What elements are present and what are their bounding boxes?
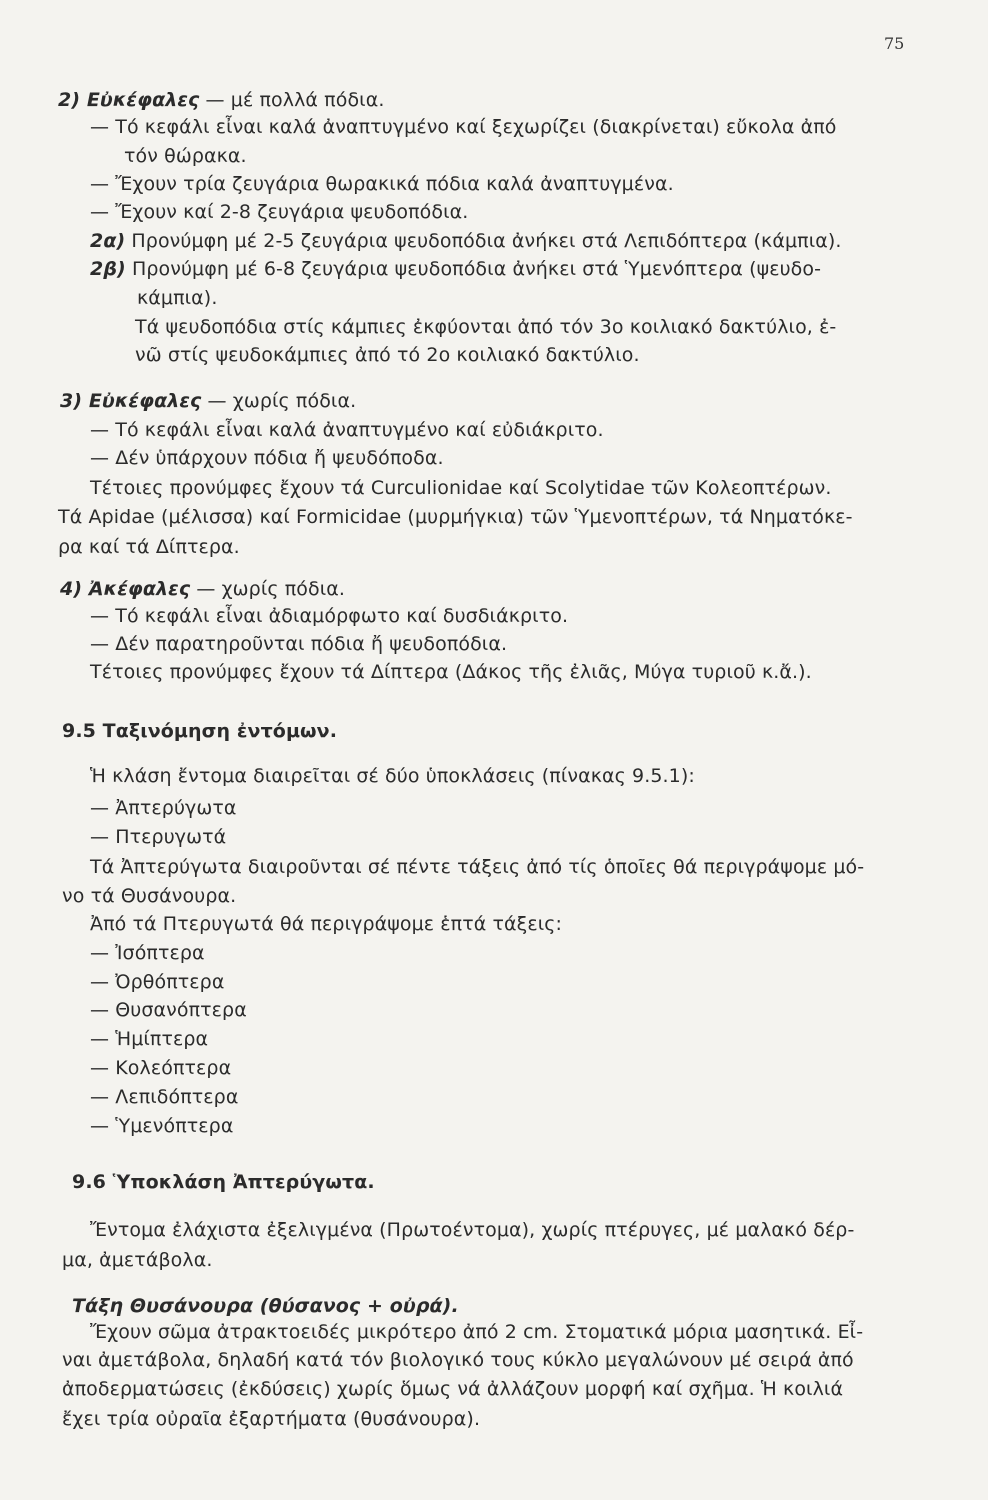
order-item: — Ὀρθόπτερα: [90, 971, 225, 993]
section-2a-text: Προνύμφη μέ 2-5 ζευγάρια ψευδοπόδια ἀνήκει στά Λεπιδόπτερα (κάμπια).: [131, 230, 842, 252]
section-2a-label: 2α): [90, 230, 126, 252]
section-3-heading-line: [60, 389, 356, 413]
section-2-line-1b: τόν θώρακα.: [124, 145, 247, 167]
order-item: — Κολεόπτερα: [90, 1057, 232, 1079]
order-item: — Ὑμενόπτερα: [90, 1115, 234, 1137]
order-item: — Ἡμίπτερα: [90, 1028, 209, 1050]
order-para-3: ἀποδερματώσεις (ἐκδύσεις) χωρίς ὅμως νά ἀλλάζουν μορφή καί σχῆμα. Ἡ κοιλιά: [62, 1378, 844, 1400]
section-2-note-1: Τά ψευδοπόδια στίς κάμπιες ἐκφύονται ἀπό τόν 3ο κοιλιακό δακτύλιο, ἐ-: [135, 316, 837, 338]
section-4-line-1: — Τό κεφάλι εἶναι ἀδιαμόρφωτο καί δυσδιάκριτο.: [90, 605, 569, 627]
section-9-5-text-1: Τά Ἀπτερύγωτα διαιροῦνται σέ πέντε τάξεις ἀπό τίς ὁποῖες θά περιγράψομε μό-: [90, 856, 865, 878]
order-item: — Λεπιδόπτερα: [90, 1086, 239, 1108]
section-2-heading: 2) Εὐκέφαλες: [58, 89, 200, 111]
section-2b-text: Προνύμφη μέ 6-8 ζευγάρια ψευδοπόδια ἀνήκει στά Ὑμενόπτερα (ψευδο-: [131, 258, 822, 280]
section-3-line-1: — Τό κεφάλι εἶναι καλά ἀναπτυγμένο καί εὐδιάκριτο.: [90, 419, 604, 441]
section-2b-label: 2β): [90, 258, 126, 280]
section-2-heading-rest: — μέ πολλά πόδια.: [199, 89, 385, 111]
section-2-line-3: — Ἔχουν καί 2-8 ζευγάρια ψευδοπόδια.: [90, 201, 469, 223]
section-4-heading-rest: — χωρίς πόδια.: [190, 578, 346, 600]
section-9-5-text-3: Ἀπό τά Πτερυγωτά θά περιγράψομε ἑπτά τάξεις:: [90, 913, 563, 935]
section-2-line-2: — Ἔχουν τρία ζευγάρια θωρακικά πόδια καλά ἀναπτυγμένα.: [90, 173, 674, 195]
page-number: 75: [884, 34, 905, 53]
section-9-5-sub-2: — Πτερυγωτά: [90, 826, 227, 848]
section-2a: [90, 229, 842, 253]
section-2b-text-2: κάμπια).: [137, 287, 218, 309]
section-3-para-1: Τέτοιες προνύμφες ἔχουν τά Curculionidae καί Scolytidae τῶν Κολεοπτέρων.: [90, 477, 832, 499]
order-item: — Ἰσόπτερα: [90, 942, 205, 964]
section-9-5-heading: 9.5 Ταξινόμηση ἐντόμων.: [62, 720, 338, 742]
section-9-5-sub-1: — Ἀπτερύγωτα: [90, 797, 237, 819]
section-4-para-1: Τέτοιες προνύμφες ἔχουν τά Δίπτερα (Δάκος τῆς ἐλιᾶς, Μύγα τυριοῦ κ.ἄ.).: [90, 661, 812, 683]
section-3-heading: 3) Εὐκέφαλες: [60, 390, 202, 412]
section-9-5-text-2: νο τά Θυσάνουρα.: [62, 885, 237, 907]
section-3-heading-rest: — χωρίς πόδια.: [201, 390, 357, 412]
section-4-line-2: — Δέν παρατηροῦνται πόδια ἤ ψευδοπόδια.: [90, 633, 508, 655]
section-2b: [90, 257, 821, 281]
order-item: — Θυσανόπτερα: [90, 999, 247, 1021]
order-para-1: Ἔχουν σῶμα ἀτρακτοειδές μικρότερο ἀπό 2 cm. Στοματικά μόρια μασητικά. Εἶ-: [90, 1321, 864, 1343]
section-9-6-text-2: μα, ἀμετάβολα.: [62, 1249, 213, 1271]
order-para-4: ἔχει τρία οὐραῖα ἐξαρτήματα (θυσάνουρα).: [62, 1408, 481, 1430]
section-3-para-2: Τά Apidae (μέλισσα) καί Formicidae (μυρμήγκια) τῶν Ὑμενοπτέρων, τά Νηματόκε-: [58, 506, 853, 528]
section-3-para-3: ρα καί τά Δίπτερα.: [58, 536, 240, 558]
section-4-heading: 4) Ἀκέφαλες: [60, 578, 191, 600]
section-3-line-2: — Δέν ὑπάρχουν πόδια ἤ ψευδόποδα.: [90, 447, 444, 469]
order-para-2: ναι ἀμετάβολα, δηλαδή κατά τόν βιολογικό τους κύκλο μεγαλώνουν μέ σειρά ἀπό: [62, 1349, 854, 1371]
section-4-heading-line: [60, 577, 345, 601]
section-2-line-1: — Τό κεφάλι εἶναι καλά ἀναπτυγμένο καί ξεχωρίζει (διακρίνεται) εὔκολα ἀπό: [90, 116, 837, 138]
section-2-heading-line: [58, 88, 384, 112]
order-heading: Τάξη Θυσάνουρα (θύσανος + οὐρά).: [72, 1295, 459, 1317]
section-2-note-2: νῶ στίς ψευδοκάμπιες ἀπό τό 2ο κοιλιακό δακτύλιο.: [135, 344, 640, 366]
section-9-6-heading: 9.6 Ὑποκλάση Ἀπτερύγωτα.: [72, 1171, 375, 1193]
section-9-5-intro: Ἡ κλάση ἔντομα διαιρεῖται σέ δύο ὑποκλάσεις (πίνακας 9.5.1):: [90, 765, 695, 787]
section-9-6-text-1: Ἔντομα ἐλάχιστα ἐξελιγμένα (Πρωτοέντομα), χωρίς πτέρυγες, μέ μαλακό δέρ-: [90, 1219, 855, 1241]
